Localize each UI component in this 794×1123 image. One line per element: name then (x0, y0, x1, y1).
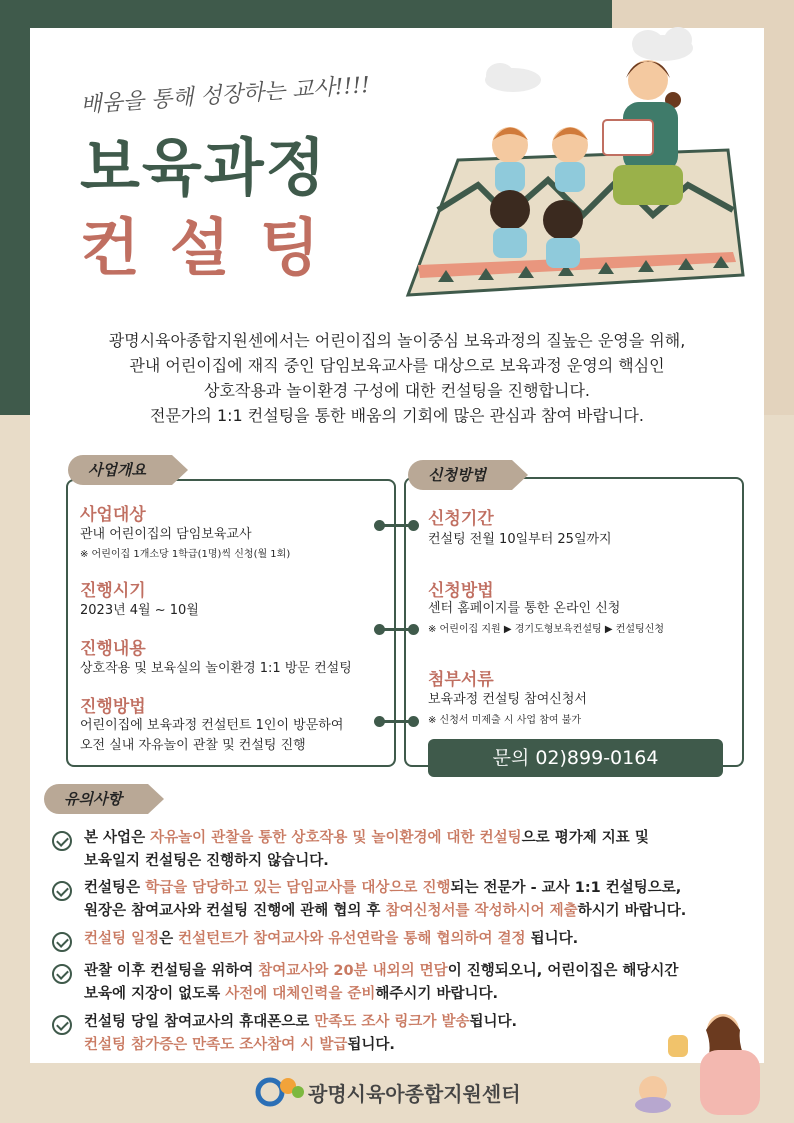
overview-text-method: 어린이집에 보육과정 컨설턴트 1인이 방문하여 (80, 718, 344, 733)
overview-heading-method: 진행방법 (80, 697, 146, 717)
header-title-line1: 보육과정 (80, 131, 328, 204)
child-3 (490, 190, 530, 258)
overview-note-target: ※ 어린이집 1개소당 1학급(1명)씩 신청(월 1회) (80, 549, 291, 560)
connector-dot (408, 716, 419, 727)
apply-text-period: 컨설팅 전월 10일부터 25일까지 (428, 532, 612, 547)
check-circle-icon (52, 881, 72, 901)
teacher-figure (603, 60, 683, 205)
connector-dot (374, 520, 385, 531)
child-4 (543, 200, 583, 268)
connector-dot (374, 624, 385, 635)
apply-text-method: 센터 홈페이지를 통한 온라인 신청 (428, 601, 621, 616)
overview-heading-target: 사업대상 (80, 505, 146, 525)
apply-tag: 신청방법 (408, 460, 512, 490)
illustration-kids-reading (398, 20, 748, 300)
connector-dot (408, 624, 419, 635)
check-circle-icon (52, 831, 72, 851)
connector-dot (408, 520, 419, 531)
check-circle-icon (52, 1015, 72, 1035)
notes-tag: 유의사항 (44, 784, 148, 814)
overview-heading-content: 진행내용 (80, 639, 146, 659)
apply-heading-method: 신청방법 (428, 581, 494, 601)
intro-line: 상호작용과 놀이환경 구성에 대한 컨설팅을 진행합니다. (203, 381, 590, 400)
overview-heading-period: 진행시기 (80, 581, 146, 601)
overview-text-period: 2023년 4월 ~ 10월 (80, 603, 199, 618)
apply-heading-docs: 첨부서류 (428, 670, 494, 690)
header-title-line2: 컨설팅 (80, 211, 350, 284)
illustration-mother-baby (628, 1005, 778, 1115)
apply-note-docs: ※ 신청서 미제출 시 사업 참여 불가 (428, 715, 582, 726)
intro-line: 광명시육아종합지원센에서는 어린이집의 놀이중심 보육과정의 질높은 운영을 위해, (108, 331, 686, 350)
org-name: 광명시육아종합지원센터 (308, 1082, 521, 1106)
overview-tag: 사업개요 (68, 455, 172, 485)
overview-text-content: 상호작용 및 보육실의 놀이환경 1:1 방문 컨설팅 (80, 661, 352, 676)
check-circle-icon (52, 932, 72, 952)
intro-line: 관내 어린이집에 재직 중인 담임보육교사를 대상으로 보육과정 운영의 핵심인 (129, 356, 665, 375)
connector-dot (374, 716, 385, 727)
center-logo-icon (250, 1072, 306, 1108)
overview-text-target: 관내 어린이집의 담임보육교사 (80, 527, 252, 542)
apply-text-docs: 보육과정 컨설팅 참여신청서 (428, 692, 587, 707)
contact-phone-button[interactable]: 문의 02)899-0164 (428, 739, 723, 777)
apply-heading-period: 신청기간 (428, 509, 494, 529)
apply-note-method: ※ 어린이집 지원 ▶ 경기도형보육컨설팅 ▶ 컨설팅신청 (428, 624, 665, 635)
intro-paragraph (40, 328, 754, 428)
overview-text-method-2: 오전 실내 자유놀이 관찰 및 컨설팅 진행 (80, 738, 306, 753)
intro-line: 전문가의 1:1 컨설팅을 통한 배움의 기회에 많은 관심과 참여 바랍니다. (150, 406, 644, 425)
header-subtitle: 배움을 통해 성장하는 교사!!!! (79, 72, 371, 119)
check-circle-icon (52, 964, 72, 984)
